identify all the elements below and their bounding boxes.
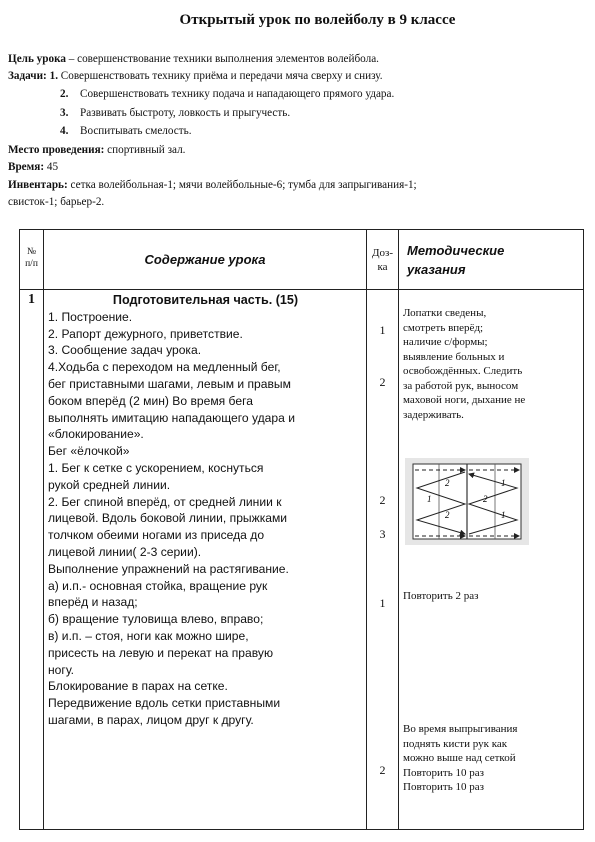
- goal-text: – совершенствование техники выполнения элементов волейбола.: [65, 53, 379, 65]
- phase-title: Подготовительная часть. (15): [112, 293, 299, 307]
- row-dose: [367, 290, 399, 830]
- task-num: 3.: [60, 107, 69, 119]
- content-line: боком вперёд (2 мин) Во время бега: [48, 393, 253, 408]
- method-line: можно выше над сеткой: [403, 752, 516, 764]
- time-text: 45: [44, 161, 59, 173]
- content-line: рукой средней линии.: [48, 477, 171, 492]
- method-line: смотреть вперёд;: [403, 321, 484, 334]
- time-label: Время:: [8, 161, 45, 173]
- task-4: [60, 125, 192, 137]
- content-line: 2. Рапорт дежурного, приветствие.: [48, 326, 243, 341]
- header-num-1: №: [26, 247, 37, 257]
- method-line: наличие с/формы;: [403, 336, 488, 348]
- header-dose-1: Доз-: [371, 246, 393, 259]
- method-block-1: [403, 306, 579, 422]
- dose-value: 3: [379, 527, 386, 541]
- task-num: 2.: [60, 88, 69, 100]
- task-2: [60, 88, 394, 100]
- content-line: бег приставными шагами, левым и правым: [48, 376, 291, 391]
- method-line: Лопатки сведены,: [403, 307, 487, 319]
- task-num: 4.: [60, 125, 69, 137]
- lesson-inventory: [8, 178, 588, 193]
- goal-label: Цель урока: [8, 53, 66, 65]
- row-method: [399, 290, 584, 830]
- header-num-2: п/п: [25, 259, 38, 269]
- diagram-label: 2: [483, 494, 488, 504]
- diagram-label: 1: [501, 510, 506, 520]
- dose-value: 1: [379, 596, 386, 610]
- method-line: освобождённых. Следить: [403, 365, 523, 377]
- inventory-text: сетка волейбольная-1; мячи волейбольные-6; тумба для запрыгивания-1;: [67, 179, 417, 191]
- method-line: за работой рук, выносом: [403, 379, 519, 392]
- diagram-label: 1: [501, 478, 506, 488]
- content-line: вперёд и назад;: [48, 595, 138, 610]
- task-3: [60, 107, 290, 119]
- method-block-2: [403, 722, 579, 795]
- method-line: поднять кисти рук как: [403, 737, 508, 750]
- header-method-2: указания: [407, 261, 466, 277]
- row-content: [44, 290, 367, 830]
- method-line: маховой ноги, дыхание не: [403, 394, 526, 406]
- header-dose: [367, 230, 399, 290]
- content-line: 3. Сообщение задач урока.: [48, 343, 202, 358]
- inventory-text-cont: свисток-1; барьер-2.: [8, 196, 105, 208]
- diagram-label: 2: [445, 510, 450, 520]
- method-line: Повторить 10 раз: [403, 766, 484, 779]
- content-line: Блокирование в парах на сетке.: [48, 679, 228, 694]
- task-text: Совершенствовать технику подача и нападающего прямого удара.: [80, 88, 395, 100]
- lesson-goal: [8, 52, 588, 67]
- content-line: в) и.п. – стоя, ноги как можно шире,: [48, 628, 249, 643]
- method-line: задерживать.: [403, 408, 464, 421]
- task-1: [8, 69, 588, 84]
- row-number: 1: [20, 290, 44, 830]
- task-text: Воспитывать смелость.: [80, 125, 192, 137]
- page-title: Открытый урок по волейболу в 9 классе: [179, 12, 456, 28]
- lesson-place: [8, 143, 588, 158]
- content-line: Выполнение упражнений на растягивание.: [48, 561, 289, 576]
- diagram-label: 1: [427, 494, 432, 504]
- method-line: Повторить 10 раз: [403, 781, 484, 793]
- place-label: Место проведения:: [8, 144, 105, 156]
- content-line: лицевой. Вдоль боковой линии, прыжками: [48, 511, 288, 526]
- content-line: ногу.: [48, 662, 75, 677]
- dose-value: 2: [379, 375, 386, 389]
- content-line: толчком обеими ногами из приседа до: [48, 528, 265, 543]
- method-repeat: Повторить 2 раз: [403, 590, 479, 602]
- header-method: [399, 230, 584, 290]
- header-content: Содержание урока: [44, 230, 367, 290]
- method-line: выявление больных и: [403, 350, 505, 363]
- lesson-time: [8, 160, 588, 175]
- header-dose-2: ка: [377, 260, 388, 273]
- content-line: «блокирование».: [48, 427, 144, 442]
- task-num: 1.: [49, 70, 58, 82]
- task-text: Развивать быстроту, ловкость и прыгучесть.: [80, 107, 291, 119]
- inventory-label: Инвентарь:: [8, 179, 68, 191]
- content-line: 4.Ходьба с переходом на медленный бег,: [48, 360, 281, 375]
- content-line: лицевой линии( 2-3 серии).: [48, 544, 202, 559]
- lesson-table: [19, 229, 584, 830]
- herringbone-run-diagram: [405, 458, 529, 545]
- content-line: 1. Построение.: [48, 309, 133, 324]
- table-row: [20, 290, 584, 830]
- content-line: шагами, в парах, лицом друг к другу.: [48, 712, 254, 727]
- header-num: [20, 230, 44, 290]
- content-line: а) и.п.- основная стойка, вращение рук: [48, 578, 268, 593]
- task-text: Совершенствовать технику приёма и передачи мяча сверху и снизу.: [60, 70, 383, 82]
- content-line: Передвижение вдоль сетки приставными: [48, 696, 281, 711]
- method-line: Во время выпрыгивания: [403, 723, 518, 735]
- tasks-label: Задачи:: [8, 70, 47, 82]
- diagram-label: 2: [445, 478, 450, 488]
- dose-value: 2: [379, 493, 386, 507]
- content-line: б) вращение туловища влево, вправо;: [48, 612, 264, 627]
- content-line: 2. Бег спиной вперёд, от средней линии к: [48, 494, 282, 509]
- place-text: спортивный зал.: [104, 144, 186, 156]
- header-method-1: Методические: [407, 242, 505, 258]
- dose-value: 1: [379, 323, 386, 337]
- table-header-row: [20, 230, 584, 290]
- content-line: Бег «ёлочкой»: [48, 444, 130, 459]
- dose-value: 2: [379, 763, 386, 777]
- content-line: 1. Бег к сетке с ускорением, коснуться: [48, 460, 264, 475]
- content-line: присесть на левую и перекат на правую: [48, 645, 274, 660]
- content-line: выполнять имитацию нападающего удара и: [48, 410, 295, 425]
